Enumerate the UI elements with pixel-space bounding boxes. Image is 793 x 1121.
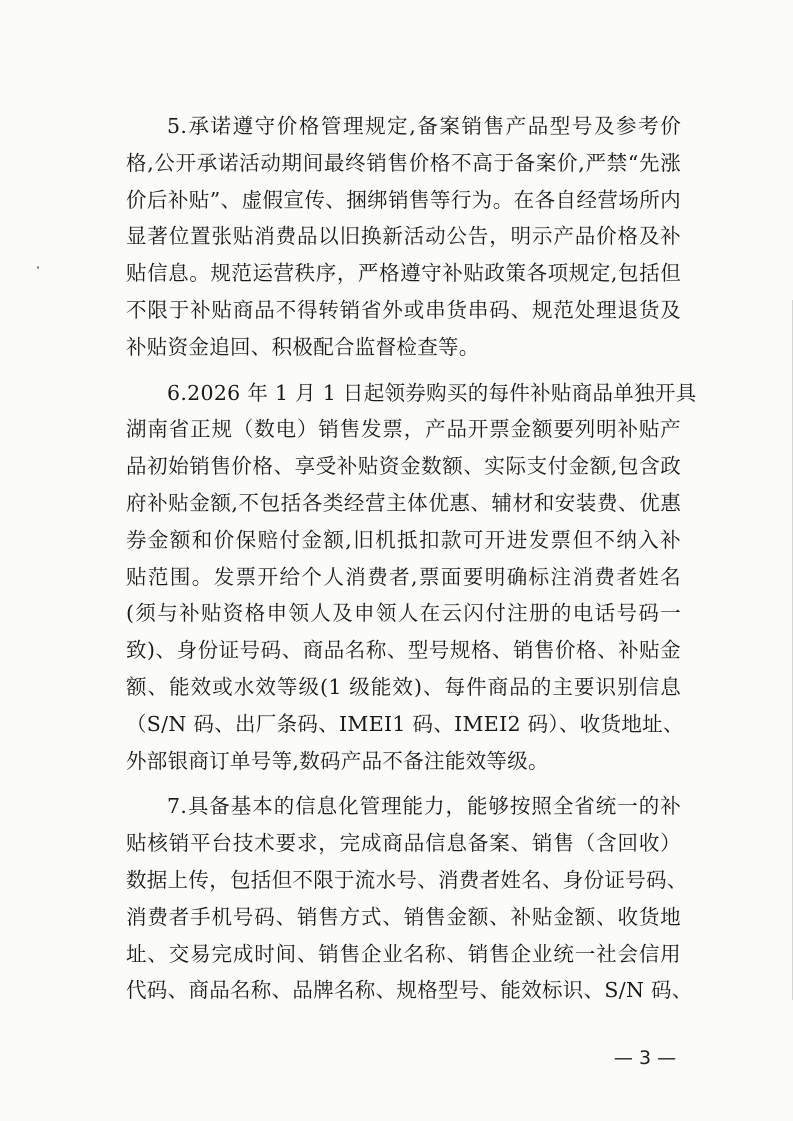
- document-body: [126, 108, 697, 1018]
- paragraph-5: [126, 108, 681, 366]
- page-number: — 3 —: [613, 1047, 677, 1069]
- scan-speck: [37, 266, 39, 269]
- paragraph-7: [126, 788, 693, 1009]
- paragraph-line: 址、交易完成时间、销售企业名称、销售企业统一社会信用: [126, 941, 681, 966]
- paragraph-6: [126, 375, 697, 780]
- paragraph-line: 价后补贴”、虚假宣传、捆绑销售等行为。在各自经营场所内: [126, 187, 681, 212]
- paragraph-line: 消费者手机号码、销售方式、销售金额、补贴金额、收货地: [126, 904, 681, 929]
- paragraph-line: 不限于补贴商品不得转销省外或串货串码、规范处理退货及: [126, 297, 681, 322]
- paragraph-line: 5.承诺遵守价格管理规定,备案销售产品型号及参考价: [167, 114, 681, 138]
- paragraph-line: 7.具备基本的信息化管理能力，能够按照全省统一的补: [167, 794, 681, 819]
- paragraph-line: 6.2026 年 1 月 1 日起领券购买的每件补贴商品单独开具: [167, 380, 697, 405]
- paragraph-line: 格,公开承诺活动期间最终销售价格不高于备案价,严禁“先涨: [126, 150, 681, 175]
- paragraph-line: 贴范围。发票开给个人消费者,票面要明确标注消费者姓名: [126, 564, 681, 589]
- paragraph-line: 数据上传，包括但不限于流水号、消费者姓名、身份证号码、: [126, 867, 688, 892]
- paragraph-line: 券金额和价保赔付金额,旧机抵扣款可开进发票但不纳入补: [126, 527, 681, 552]
- paragraph-line: 品初始销售价格、享受补贴资金数额、实际支付金额,包含政: [126, 454, 681, 479]
- paragraph-line: 致)、身份证号码、商品名称、型号规格、销售价格、补贴金: [126, 638, 681, 663]
- paragraph-line: 显著位置张贴消费品以旧换新活动公告，明示产品价格及补: [126, 224, 681, 249]
- paragraph-line: （S/N 码、出厂条码、IMEI1 码、IMEI2 码）、收货地址、: [126, 711, 684, 736]
- paragraph-line: 额、能效或水效等级(1 级能效)、每件商品的主要识别信息: [126, 674, 681, 699]
- paragraph-line: 贴信息。规范运营秩序，严格遵守补贴政策各项规定,包括但: [126, 261, 681, 286]
- paragraph-line: 补贴资金追回、积极配合监督检查等。: [126, 334, 480, 359]
- paragraph-line: 外部银商订单号等,数码产品不备注能效等级。: [126, 748, 549, 773]
- paragraph-line: 府补贴金额,不包括各类经营主体优惠、辅材和安装费、优惠: [126, 490, 681, 515]
- paragraph-line: 贴核销平台技术要求，完成商品信息备案、销售（含回收）: [126, 831, 681, 856]
- paragraph-line: 代码、商品名称、品牌名称、规格型号、能效标识、S/N 码、: [126, 978, 693, 1003]
- paragraph-line: (须与补贴资格申领人及申领人在云闪付注册的电话号码一: [126, 601, 681, 626]
- paragraph-line: 湖南省正规（数电）销售发票，产品开票金额要列明补贴产: [126, 417, 681, 442]
